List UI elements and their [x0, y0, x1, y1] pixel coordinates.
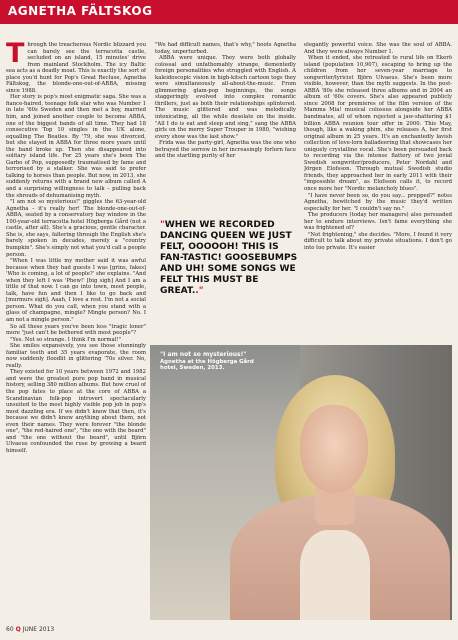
paragraph: Her story is pop's most enigmatic saga. She was a fiance-haired, teenage folk star who was Number 1 in late '60s Sweden and then met a boy, married him, and joined another couple to become ABBA, one of the biggest bands of all time. They had 18 consecutive Top 10 singles in the UK alone, equalling The Beatles. By '79, she was divorced, but she stayed in ABBA for three more years until the band broke up. Then she disappeared into solitary island life. For 25 years she's been The Garbo of Pop, supposedly traumatised by fame and terrorised by a stalker. She was said to prefer talking to horses than people. But now, in 2013, she suddenly returns with a brand new album called A and a surprising willingness to talk – pulling back the shrouds of dehumanising myth.: [6, 94, 146, 199]
quote-open-mark: ": [160, 220, 165, 230]
paragraph: When it ended, she retreated to rural life on Ekerö island (population 10,907), escaping to bring up the children from her seven-year marriage to songwriter/lyricist Björn Ulvaeus. She's been more visible, however, than the myth suggests. In the post-ABBA '80s she released three albums and in 2004 an album of '60s covers. She's also appeared publicly since 2008 for premieres of the film version of the Mamma Mia! musical colossus alongside her ABBA bandmates, all of whom rejected a jaw-shattering $1 billion ABBA reunion tour offer in 2000. This May, though, like a waking phim, she releases A, her first original album in 25 years. It's an enchantedly lavish collection of love-lorn balladeering that showcases her uniquely crystalline vocal. She's been persuaded back to recording via the intense flattery of two jovial Swedish songwriter/producers, Peter Nordahl and Jörgen Elofsson. Through mutual Swedish studio friends, they approached her in early 2011 with their "impossible dream", as Elofsson calls it, to record once more her "Nordic melancholy blues".: [304, 55, 452, 193]
paragraph: Frida was the party-girl, Agnetha was the one who betrayed the sorrow in her increasingly forlorn face and the startling purity of her: [155, 140, 296, 160]
pull-quote-text: WHEN WE RECORDED DANCING QUEEN WE JUST FELT, OOOOOH! THIS IS FAN-TASTIC! GOOSEBUMPS AND UH! SOME SONGS WE FELT THIS MUST BE GREAT.: [160, 220, 298, 296]
portrait-photo: [150, 345, 452, 620]
article-column-1: [6, 42, 146, 622]
pull-quote: [160, 220, 300, 297]
page-number: 60: [6, 626, 14, 633]
paragraph: ABBA were unique. They were both globally colossal and unfathomably strange, dementedly foreign personalities who struggled with English. A kaleidoscopic vision in high-kitsch cartoon togs they were simultaneously all-about-the-music. From glimmering glam-pop beginnings, the songs staggeringly evolved into complex romantic thrillers, just as both their relationships splintered. The music glittered and was melodically intoxicating, all the while desolate on the inside. "All I do is eat and sleep and sing," sang the ABBA girls on the merry Super Trouper in 1980, "wishing every show was the last show.": [155, 55, 296, 140]
paragraph: So all these years you've been less "tragic loner" more "just can't be bothered with most people"?: [6, 323, 146, 337]
paragraph: "Yes. Not so strange. I think I'm normal!": [10, 336, 121, 343]
paragraph: "When I was little my mother said it was awful because when they had guests I was [grins, fakes] 'Who is coming, a lot of people?' she explains. "And when they left I was 'Phew!' [big sigh] And I am a little of that now. I can go into town, meet people, talk, have fun and then I like to go back and [murmurs sigh]. Aaah, I love a rest. I'm not a social person. What do you call, when you stand with a glass of champagne, mingle? Mingle person? No. I am not a mingle person.": [6, 258, 146, 323]
section-title: AGNETHA FÄLTSKOG: [8, 4, 153, 18]
paragraph: elegantly powerful voice. She was the soul of ABBA. And they were always Number 1.: [304, 42, 452, 55]
paragraph: "I have never been so, do you say... prepped?" notes Agnetha, bewitched by the music they'd written especially for her. "I couldn't say no.": [304, 192, 452, 212]
paragraph: "Not frightening," she decides. "More, I found it very difficult to talk about my private situations. I don't go into too private. It's easier: [304, 231, 452, 251]
photo-face: [300, 405, 368, 493]
paragraph: "I am not so mysterious!" giggles the 63-year-old Agnetha – it's really her! The blonde-one-out-of-ABBA, seated by a conservatory bay window in the 100-year-old terracotta hotel Högberga Gård (not a castle, after all). She's a gracious, gentle character. She is, she says, faltering through the English she's barely spoken in decades, merely a "country bumpkin". She's simply not what you'd call a people person.: [6, 199, 146, 258]
issue-date: JUNE 2013: [22, 626, 55, 633]
magazine-logo: Q: [15, 626, 21, 633]
paragraph-text: hrough the treacherous Nordic blizzard you can barely see the terracotta castle, secluded on an island, 15 minutes' drive from mainland Stockholm. The icy Baltic sea acts as a deadly moat. This is exactly the sort of place you'd hunt for Pop's Great Recluse, Agnetha Fältskog, the blonde-one-out-of-ABBA, missing since 1988.: [6, 42, 146, 94]
paragraph: [6, 42, 146, 94]
page-folio: [6, 626, 54, 633]
section-header-bar: [0, 0, 458, 24]
photo-caption: [160, 352, 256, 372]
drop-cap: T: [6, 42, 25, 69]
paragraph: The producers (today her managers) also persuaded her to endure interviews. Isn't fame everything she was frightened of?: [304, 212, 452, 232]
caption-lead: "I am not so mysterious!": [160, 351, 247, 358]
paragraph: "We had difficult names, that's why," hoots Agnetha today, unperturbed.: [155, 42, 296, 55]
quote-close-mark: .": [195, 286, 204, 296]
paragraph: They existed for 10 years between 1972 and 1982 and were the greatest pure pop band in musical history, selling 380 million albums. But how cruel of the pop fates to place at the core of ABBA a Scandinavian folk-pop introvert spectacularly unsuited to the most highly visible pop job in pop's most dazzling era. If we didn't know that then, it's because we didn't know anything about them, not even their names. They were forever "the blonde one", "the red-haired one", "the one with the beard" and "the one without the beard", until Björn Ulvaeus confounded the ruse by growing a beard himself.: [6, 369, 146, 454]
article-column-2: [155, 42, 296, 212]
article-column-3: [304, 42, 452, 347]
paragraph: She smiles expansively, you see those stunningly familiar teeth and 35 years evaporate, the room now suddenly floodlit in glittering '70s silver. No, really.: [6, 343, 146, 369]
photo-top: [300, 530, 370, 620]
caption-text: Agnetha at the Högberga Gård hotel, Sweden, 2013.: [160, 358, 254, 372]
